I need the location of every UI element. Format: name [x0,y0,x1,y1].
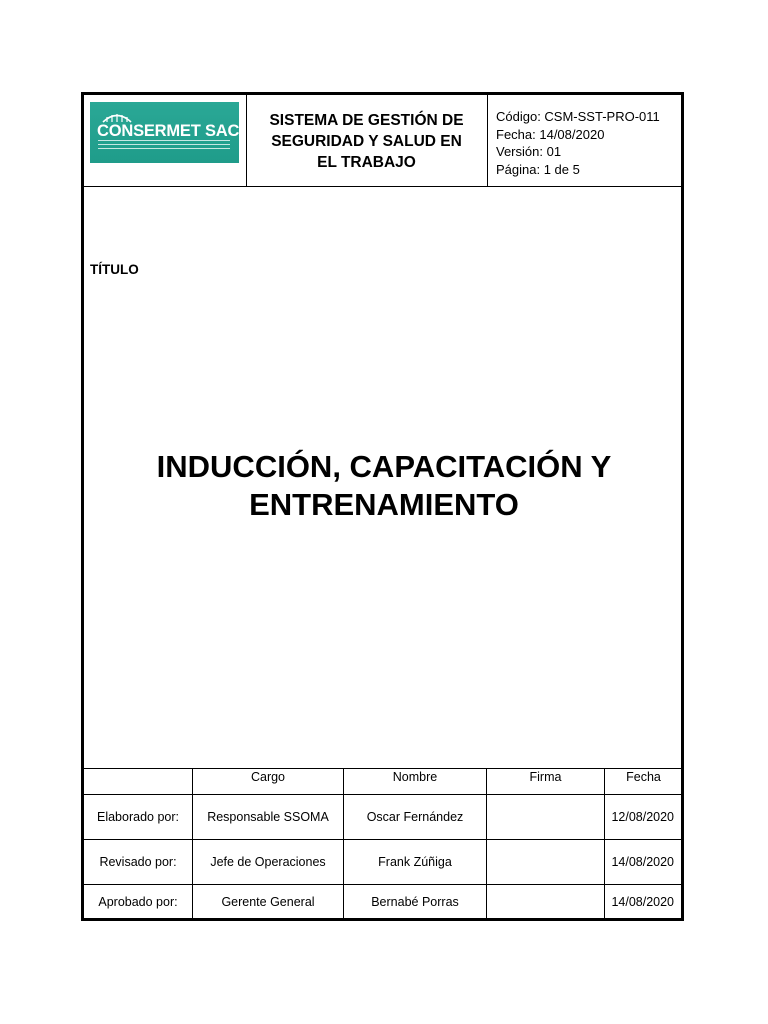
header-divider-right [487,94,488,186]
system-title-line: SEGURIDAD Y SALUD EN [271,133,462,150]
table-header-cell [84,769,193,795]
system-title-line: EL TRABAJO [317,154,416,171]
row-nombre: Oscar Fernández [344,795,487,840]
header-divider-left [246,94,247,186]
logo-stripe [98,148,230,149]
row-cargo: Responsable SSOMA [193,795,344,840]
row-fecha: 14/08/2020 [605,885,683,920]
table-header-cell: Firma [487,769,605,795]
meta-version: Versión: 01 [496,144,562,159]
row-fecha: 14/08/2020 [605,840,683,885]
row-nombre: Frank Zúñiga [344,840,487,885]
logo-stripe [98,144,230,145]
table-row [84,885,683,920]
row-firma [487,795,605,840]
row-role: Revisado por: [84,840,193,885]
table-header-row [84,769,683,795]
table-row [84,840,683,885]
table-row [84,795,683,840]
system-title [250,110,483,173]
meta-pagina: Página: 1 de 5 [496,161,580,177]
table-header-cell: Cargo [193,769,344,795]
main-title-line: INDUCCIÓN, CAPACITACIÓN Y [156,449,612,484]
logo-text: CONSERMET SAC [97,122,240,140]
meta-codigo: Código: CSM-SST-PRO-011 [496,109,660,124]
row-firma [487,885,605,920]
row-nombre: Bernabé Porras [344,885,487,920]
signature-table [83,768,683,920]
row-role: Elaborado por: [84,795,193,840]
header-divider [83,186,682,187]
titulo-label: TÍTULO [90,262,139,277]
row-role: Aprobado por: [84,885,193,920]
system-title-line: SISTEMA DE GESTIÓN DE [269,112,464,129]
company-logo [90,102,239,163]
main-title-line: ENTRENAMIENTO [249,487,519,522]
table-header-cell: Fecha [605,769,683,795]
row-cargo: Gerente General [193,885,344,920]
row-cargo: Jefe de Operaciones [193,840,344,885]
row-fecha: 12/08/2020 [605,795,683,840]
document-meta [496,108,660,178]
meta-fecha: Fecha: 14/08/2020 [496,126,605,142]
main-title [90,448,678,524]
table-header-cell: Nombre [344,769,487,795]
row-firma [487,840,605,885]
